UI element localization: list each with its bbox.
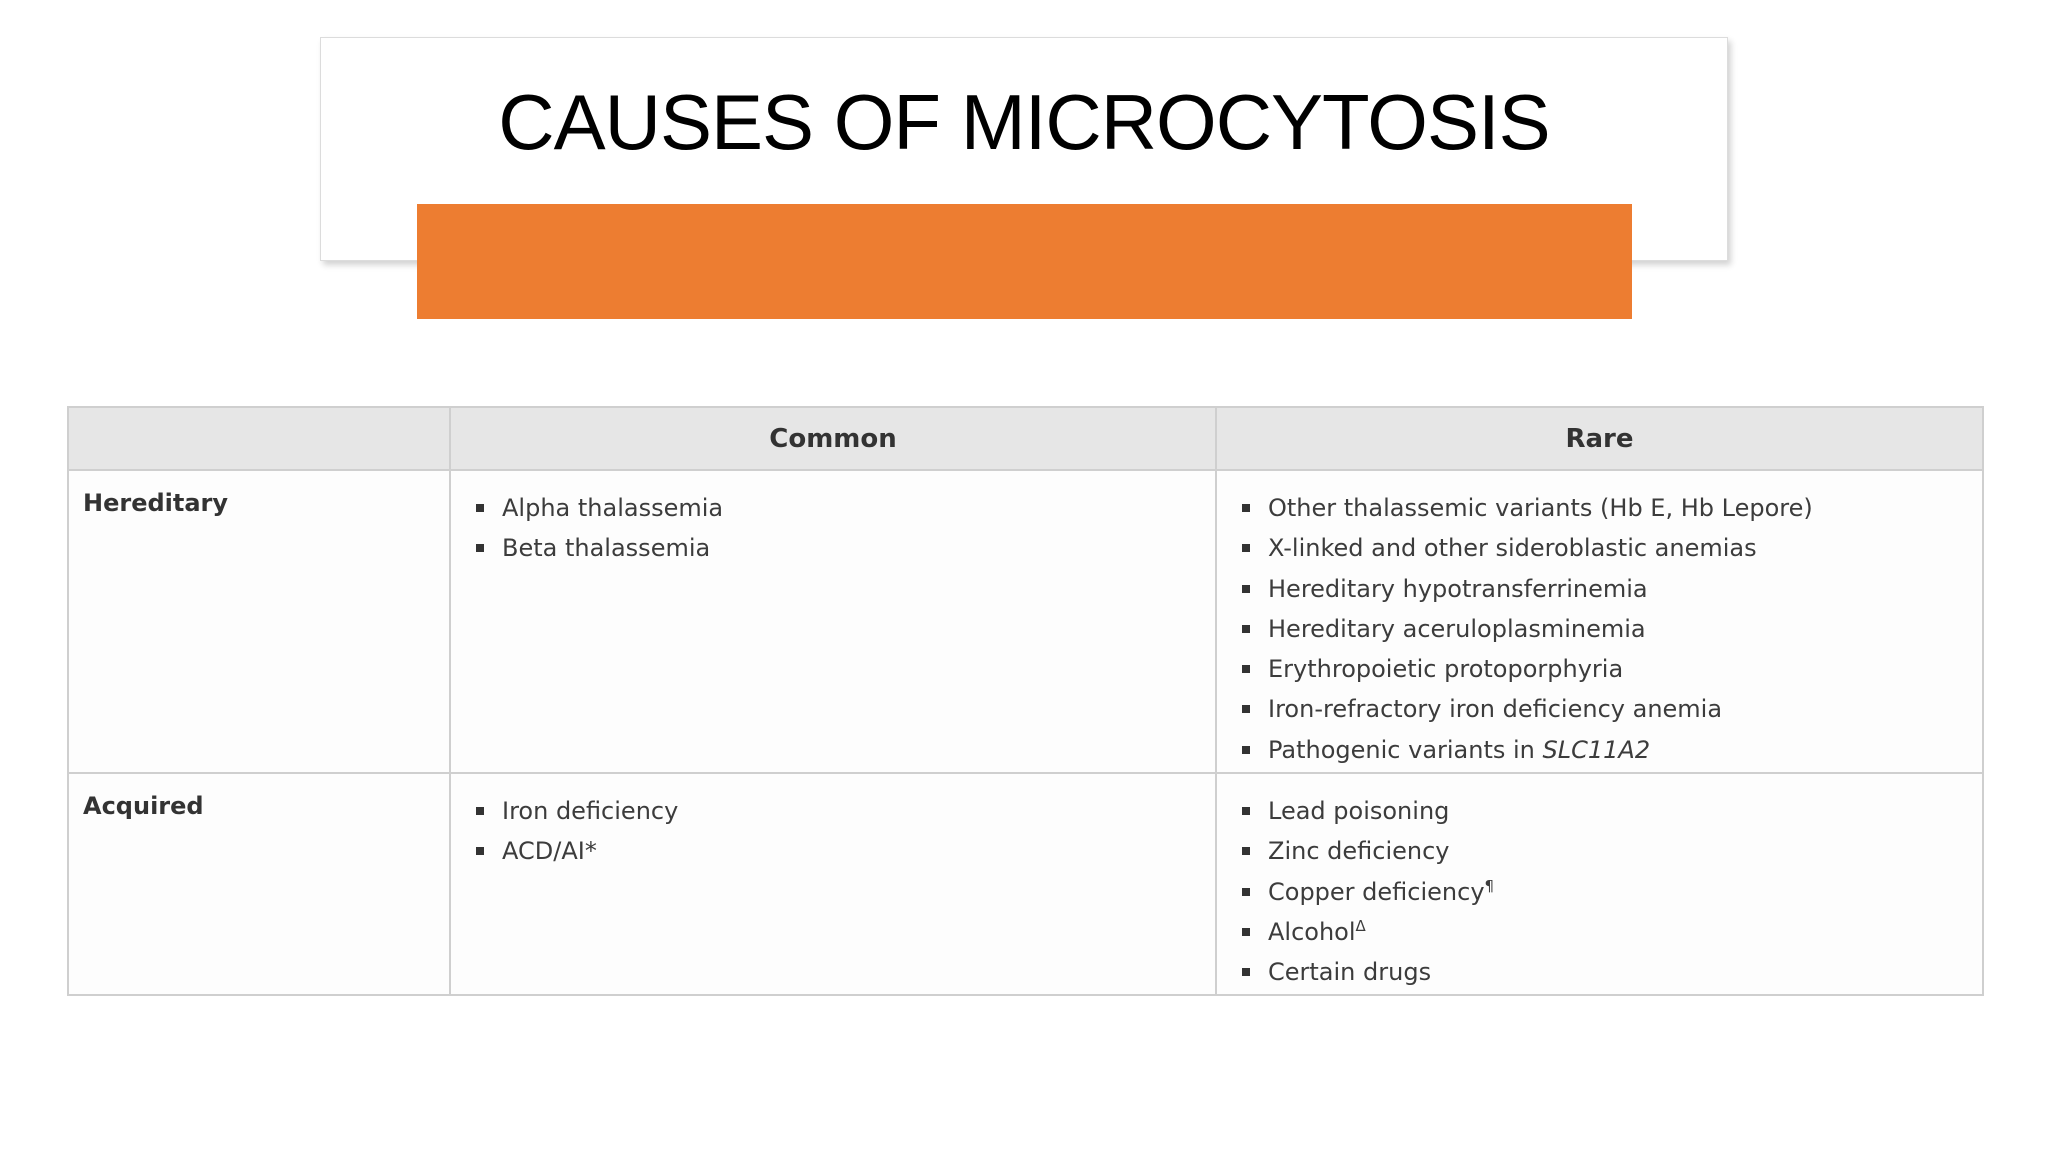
header-row <box>68 407 1983 470</box>
table-row-hereditary <box>68 470 1983 773</box>
list-item: Certain drugs <box>1242 952 1981 992</box>
accent-bar <box>417 204 1632 319</box>
gene-name: SLC11A2 <box>1542 735 1651 764</box>
header-rare: Rare <box>1216 407 1983 470</box>
list-item <box>1242 912 1981 952</box>
cell-acquired-rare <box>1216 773 1983 995</box>
list-item: Iron-refractory iron deficiency anemia <box>1242 689 1981 729</box>
list-item-text: Copper deficiency <box>1268 877 1485 906</box>
list-item: Zinc deficiency <box>1242 831 1981 871</box>
list-item: Erythropoietic protoporphyria <box>1242 649 1981 689</box>
row-label-acquired: Acquired <box>68 773 450 995</box>
cell-hereditary-rare <box>1216 470 1983 773</box>
list-item <box>1242 730 1981 770</box>
list-item: Beta thalassemia <box>476 528 1214 568</box>
cell-hereditary-common <box>450 470 1216 773</box>
footnote-mark: Δ <box>1355 916 1366 935</box>
list-item <box>1242 872 1981 912</box>
list-item: Iron deficiency <box>476 791 1214 831</box>
header-empty <box>68 407 450 470</box>
row-label-hereditary: Hereditary <box>68 470 450 773</box>
list-item: ACD/AI* <box>476 831 1214 871</box>
list-item: Hereditary aceruloplasminemia <box>1242 609 1981 649</box>
footnote-mark: ¶ <box>1484 876 1495 895</box>
header-common: Common <box>450 407 1216 470</box>
causes-table <box>67 406 1984 996</box>
slide-title: CAUSES OF MICROCYTOSIS <box>498 78 1550 166</box>
list-item: Hereditary hypotransferrinemia <box>1242 569 1981 609</box>
list-item: Other thalassemic variants (Hb E, Hb Lepore) <box>1242 488 1981 528</box>
list-item-text: Alcohol <box>1268 917 1356 946</box>
list-item-text: Pathogenic variants in <box>1268 735 1543 764</box>
cell-acquired-common <box>450 773 1216 995</box>
list-item: Alpha thalassemia <box>476 488 1214 528</box>
table-row-acquired <box>68 773 1983 995</box>
list-item: Lead poisoning <box>1242 791 1981 831</box>
list-item: X-linked and other sideroblastic anemias <box>1242 528 1981 568</box>
